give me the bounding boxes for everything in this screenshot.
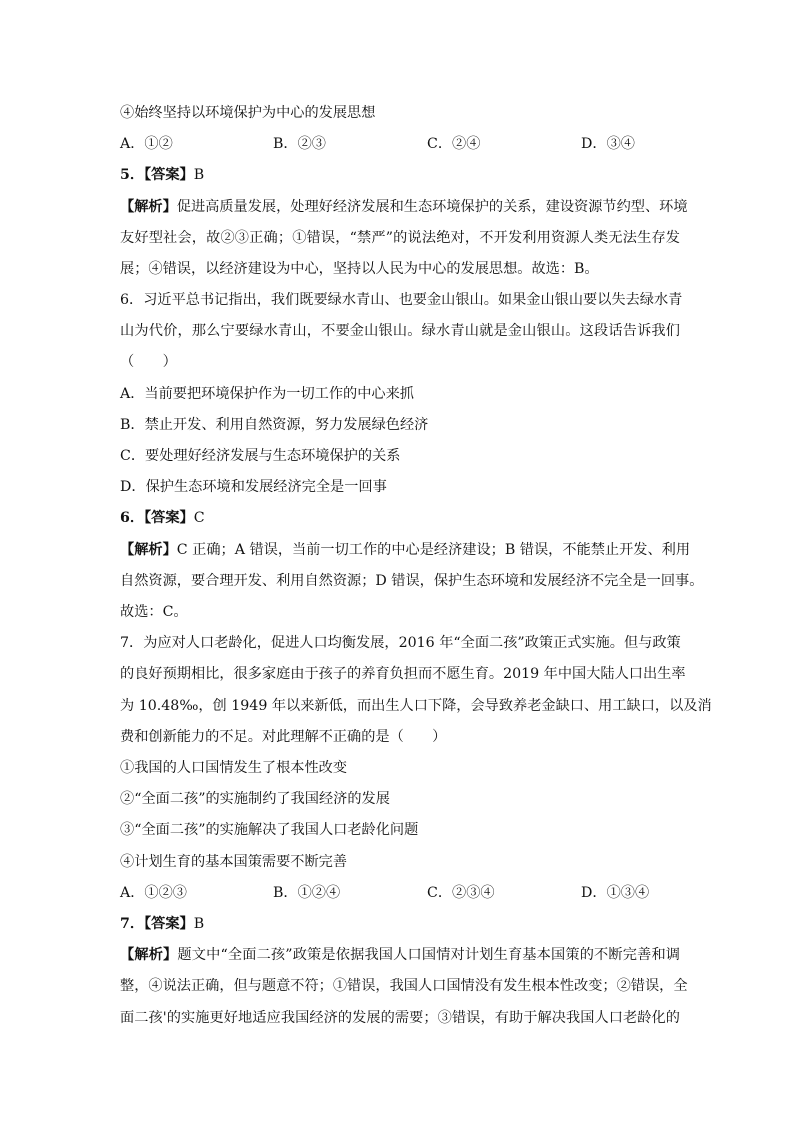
answer-value: B <box>193 167 205 183</box>
q7-stem-line-4: 费和创新能力的不足。对此理解不正确的是（ ） <box>120 729 447 745</box>
q6-analysis-line-3: 故选：C。 <box>120 604 188 620</box>
q7-analysis-line-2: 整，④说法正确，但与题意不符；①错误，我国人口国情没有发生根本性改变；②错误，全 <box>120 978 688 994</box>
q6-stem-line-3: （ ） <box>120 354 177 370</box>
q7-option-d: D．①③④ <box>581 885 650 901</box>
analysis-text: 题文中“全面二孩”政策是依据我国人口国情对计划生育基本国策的不断完善和调 <box>177 947 680 963</box>
answer-value: B <box>193 916 205 932</box>
q6-analysis-line-1 <box>120 540 691 560</box>
q7-item-4: ④计划生育的基本国策需要不断完善 <box>120 854 348 870</box>
q6-option-a: A．当前要把环境保护作为一切工作的中心来抓 <box>120 386 414 402</box>
q7-option-b: B．①②④ <box>273 885 341 901</box>
answer-label: 7．【答案】 <box>120 916 194 932</box>
q7-option-c: C．②③④ <box>427 885 495 901</box>
q6-stem-line-2: 山为代价，那么宁要绿水青山，不要金山银山。绿水青山就是金山银山。这段话告诉我们 <box>120 323 680 339</box>
analysis-text: C 正确；A 错误，当前一切工作的中心是经济建设；B 错误，不能禁止开发、利用 <box>176 542 691 558</box>
q7-option-a: A．①②③ <box>120 885 187 901</box>
q5-answer <box>120 165 680 185</box>
q6-option-c: C．要处理好经济发展与生态环境保护的关系 <box>120 448 401 464</box>
q7-stem-line-2: 的良好预期相比，很多家庭由于孩子的养育负担而不愿生育。2019 年中国大陆人口出生率 <box>120 666 686 682</box>
analysis-label: 【解析】 <box>120 542 177 558</box>
q5-analysis-line-2: 友好型社会，故②③正确；①错误，“禁严”的说法绝对，不开发利用资源人类无法生存发 <box>120 230 680 246</box>
q5-option-d: D．③④ <box>581 136 635 152</box>
q7-item-1: ①我国的人口国情发生了根本性改变 <box>120 760 348 776</box>
answer-value: C <box>193 510 205 526</box>
q7-item-2: ②“全面二孩”的实施制约了我国经济的发展 <box>120 791 390 807</box>
q5-option-c: C．②④ <box>427 136 481 152</box>
q5-option-a: A．①② <box>120 136 173 152</box>
q5-analysis-line-1 <box>120 197 688 217</box>
q5-analysis-line-3: 展；④错误，以经济建设为中心，坚持以人民为中心的发展思想。故选：B。 <box>120 261 599 277</box>
q7-analysis-line-1 <box>120 945 680 965</box>
q7-item-3: ③“全面二孩”的实施解决了我国人口老龄化问题 <box>120 822 419 838</box>
analysis-label: 【解析】 <box>120 199 177 215</box>
q6-stem-line-1: 6．习近平总书记指出，我们既要绿水青山、也要金山银山。如果金山银山要以失去绿水青 <box>120 292 683 308</box>
q6-analysis-line-2: 自然资源，要合理开发、利用自然资源；D 错误，保护生态环境和发展经济不完全是一回事。 <box>120 573 704 589</box>
q5-option-b: B．②③ <box>273 136 326 152</box>
q7-stem-line-1: 7．为应对人口老龄化，促进人口均衡发展，2016 年“全面二孩”政策正式实施。但与政策 <box>120 635 681 651</box>
q7-stem-line-3: 为 10.48‰，创 1949 年以来新低，而出生人口下降，会导致养老金缺口、用工缺口，以及消 <box>120 698 712 714</box>
analysis-text: 促进高质量发展，处理好经济发展和生态环境保护的关系，建设资源节约型、环境 <box>176 199 688 215</box>
answer-label: 5．【答案】 <box>120 167 194 183</box>
q6-option-d: D．保护生态环境和发展经济完全是一回事 <box>120 479 387 495</box>
q7-answer <box>120 914 680 934</box>
answer-label: 6．【答案】 <box>120 510 194 526</box>
q6-option-b: B．禁止开发、利用自然资源，努力发展绿色经济 <box>120 417 429 433</box>
q5-item-4: ④始终坚持以环境保护为中心的发展思想 <box>120 105 376 121</box>
q7-analysis-line-3: 面二孩'的实施更好地适应我国经济的发展的需要；③错误，有助于解决我国人口老龄化的 <box>120 1010 680 1026</box>
analysis-label: 【解析】 <box>120 947 178 963</box>
q6-answer <box>120 508 680 528</box>
